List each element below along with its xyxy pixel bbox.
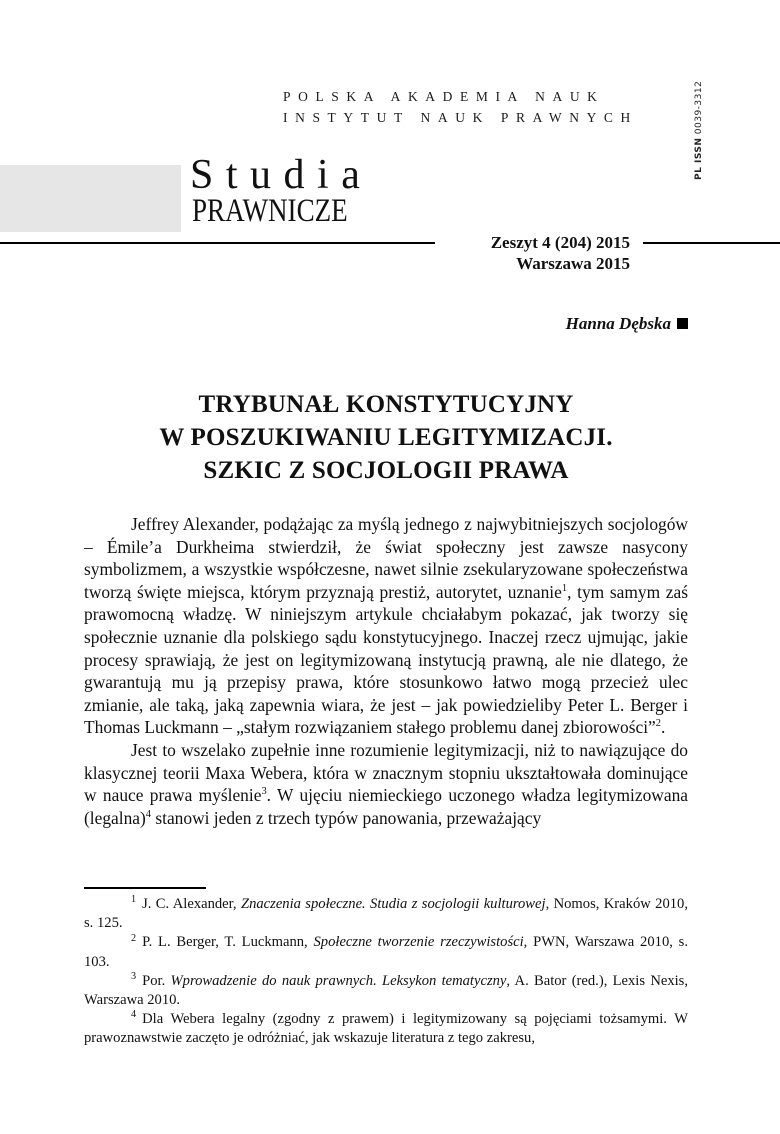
footnote-number: 2 [131,932,137,944]
issue-place-year: Warszawa 2015 [516,254,630,273]
text: Jeffrey Alexander, podążając za myślą jednego z najwybitniejszych socjologów – Émile’a Durkheima stwierdził, że świat społeczny jest zawsze nasycony symbolizmem, a wszystkie współczesne, nawet silnie zsekularyzowane społeczeństwa tworzą święte miejsca, którym przyznają prestiż, autorytet, uznanie [84,514,688,602]
header-rule-left [0,242,435,244]
text: . W ujęciu niemieckiego uczonego władza legitymizowana (legalna) [84,785,689,828]
text: J. C. Alexander, [142,896,241,912]
paragraph-1 [84,513,688,739]
text: stanowi jeden z trzech typów panowania, przeważający [151,807,542,828]
footnote [84,1010,688,1048]
footnote-ref-3[interactable]: 3 [261,786,267,798]
academy-name: POLSKA AKADEMIA NAUK [283,89,605,104]
footnotes [84,895,688,1049]
footnote-ref-2[interactable]: 2 [655,718,661,730]
decorative-gray-block [0,165,181,232]
article-title [84,388,688,487]
footnote [84,972,688,1010]
footnote-number: 1 [131,894,137,906]
footnote-ref-4[interactable]: 4 [145,808,152,820]
publisher-header [283,86,638,128]
cited-title: Wprowadzenie do nauk prawnych. Leksykon tematyczny [170,972,507,989]
footnote-ref-1[interactable]: 1 [561,582,568,594]
header-rule-right [643,242,780,244]
issn-number: 0039-3312 [694,80,704,135]
footnote-number: 4 [131,1009,137,1021]
issue-info [440,232,630,274]
journal-subtitle: PRAWNICZE [192,193,348,229]
author-name: Hanna Dębska [565,314,671,333]
text: Dla Webera legalny (zgodny z prawem) i legitymizowany są pojęciami tożsamymi. W prawoznawstwie zaczęto je odróżniać, jak wskazuje literatura z tego zakresu, [84,1011,688,1047]
institute-name: INSTYTUT NAUK PRAWNYCH [283,110,638,125]
text: P. L. Berger, T. Luckmann, [142,934,314,951]
paragraph-2 [84,739,688,829]
cited-title: Społeczne tworzenie rzeczywistości [313,934,524,951]
issn-label [694,70,704,180]
footnote-number: 3 [131,970,137,982]
text: Por. [142,972,171,989]
cited-title: Znaczenia społeczne. Studia z socjologii kulturowej [240,896,546,912]
text: , A. Bator (red.), Lexis Nexis, Warszawa 2010. [84,972,689,1009]
author-square-marker-icon [677,318,688,329]
issn-prefix: PL ISSN [694,137,704,180]
text: . [661,717,666,738]
text: , Nomos, Kraków 2010, s. 125. [84,896,688,932]
footnote-separator [84,887,206,889]
issue-number: Zeszyt 4 (204) 2015 [490,233,630,252]
author-line [566,314,688,334]
footnote [84,895,688,933]
journal-title: Studia [190,152,373,198]
title-line-3: SZKIC Z SOCJOLOGII PRAWA [203,457,569,484]
text: , tym samym zaś prawomocną władzę. W niniejszym artykule chciałabym pokazać, jak tworzy się społecznie uznanie dla polskiego sądu konstytucyjnego. Inaczej rzecz ujmując, jakie procesy sprawiają, że jest on legitymizowaną instytucją prawną, ale nie dlatego, że gwarantują mu ją przepisy prawa, które stosunkowo łatwo mogą przecież ulec zmianie, ale taką, jaką zapewnia wiara, że jest – jak powiedzieliby Peter L. Berger i Thomas Luckmann – „stałym rozwiązaniem stałego problemu danej zbiorowości” [84,581,688,738]
article-body [84,513,688,829]
title-line-1: TRYBUNAŁ KONSTYTUCYJNY [198,391,574,418]
text: Jest to wszelako zupełnie inne rozumienie legitymizacji, niż to nawiązujące do klasycznej teorii Maxa Webera, która w znacznym stopniu ukształtowała dominujące w nauce prawa myślenie [84,739,688,806]
title-line-2: W POSZUKIWANIU LEGITYMIZACJI. [159,424,613,451]
footnote [84,933,688,971]
text: , PWN, Warszawa 2010, s. 103. [84,934,689,970]
